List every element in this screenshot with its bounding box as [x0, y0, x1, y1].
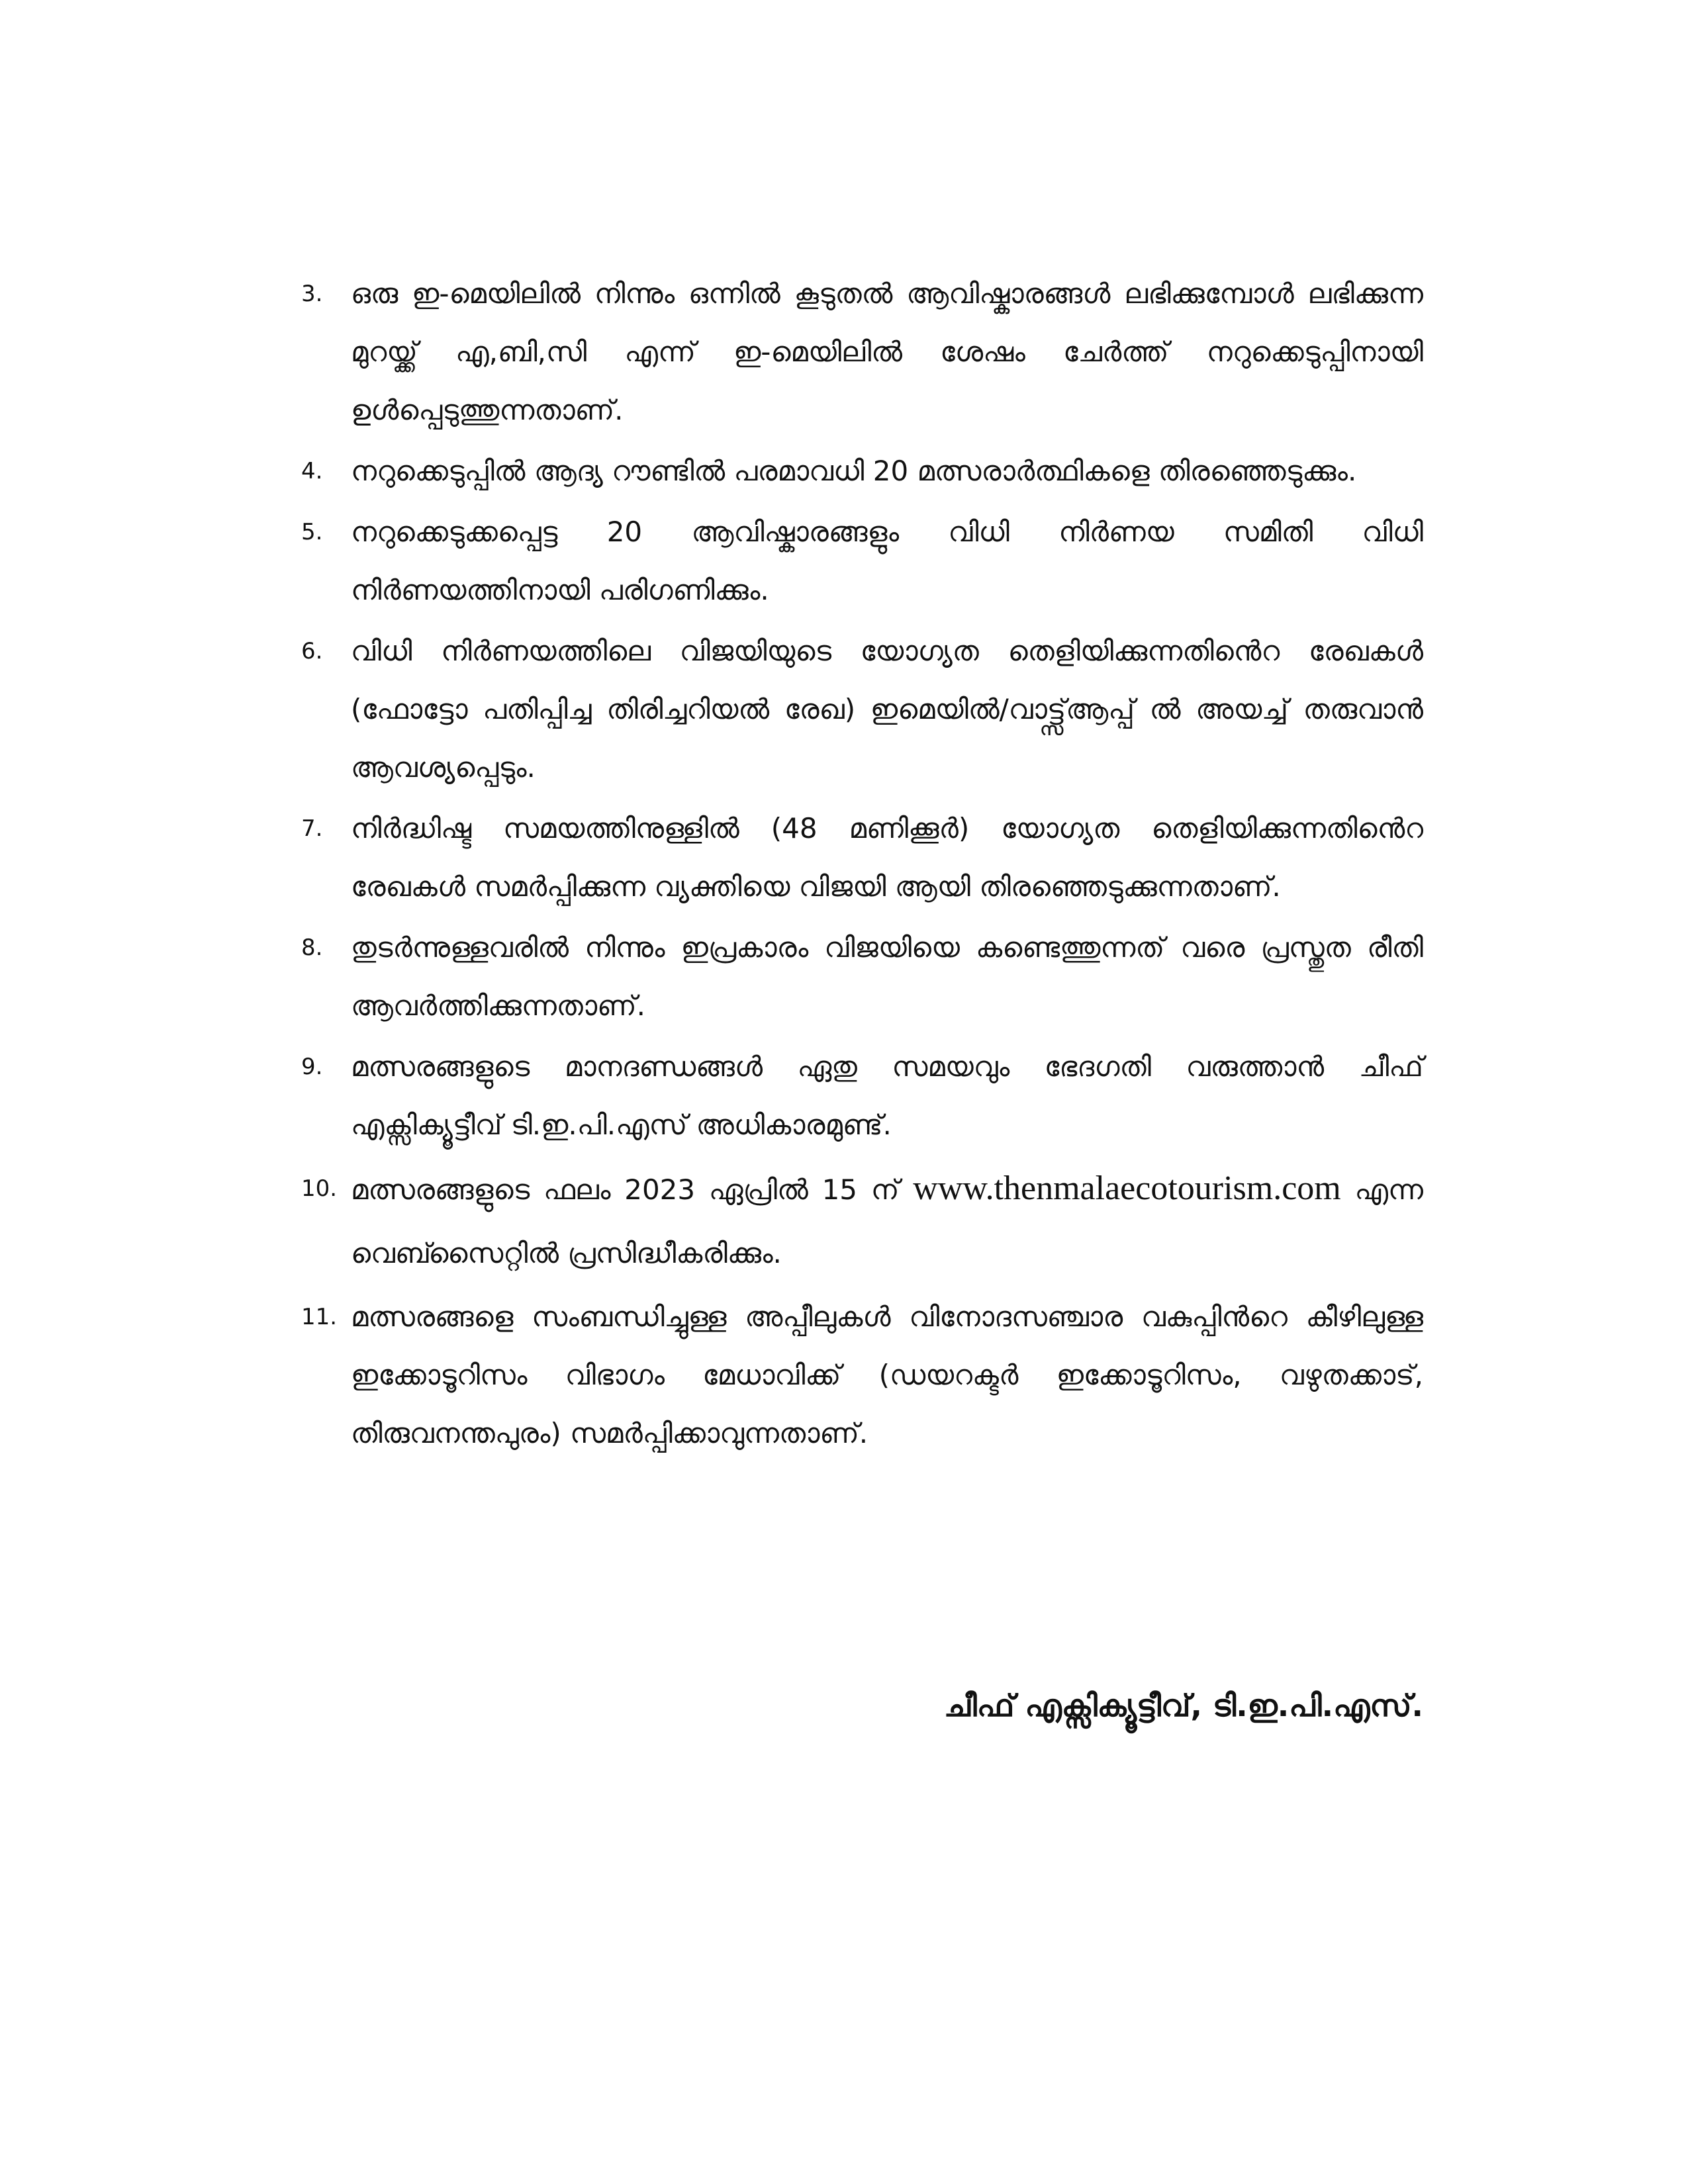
item-number: 3.	[301, 281, 323, 307]
item-number: 9.	[301, 1054, 323, 1080]
item-number: 8.	[301, 934, 323, 961]
item-text: നറുക്കെടുപ്പിൽ ആദ്യ റൗണ്ടിൽ പരമാവധി 20 മത്സരാർത്ഥികളെ തിരഞ്ഞെടുക്കും.	[351, 455, 1357, 487]
item-text: വിധി നിർണയത്തിലെ വിജയിയുടെ യോഗ്യത തെളിയിക്കുന്നതിൻെറ രേഖകൾ (ഫോട്ടോ പതിപ്പിച്ച തിരിച്ചറിയൽ രേഖ) ഇമെയിൽ/വാട്ട്സ്ആപ്പ് ൽ അയച്ച് തരുവാൻ ആവശ്യപ്പെടും.	[351, 635, 1423, 784]
list-item	[301, 622, 1423, 797]
item-text: നറുക്കെടുക്കപ്പെട്ട 20 ആവിഷ്കാരങ്ങളും വിധി നിർണയ സമിതി വിധി നിർണയത്തിനായി പരിഗണിക്കും.	[351, 516, 1423, 606]
list-item	[301, 1038, 1423, 1154]
list-item	[301, 919, 1423, 1035]
item-text: മത്സരങ്ങളെ സംബന്ധിച്ചുള്ള അപ്പീലുകൾ വിനോദസഞ്ചാര വകുപ്പിൻറെ കീഴിലുള്ള ഇക്കോടൂറിസം വിഭാഗം മേധാവിക്ക് (ഡയറക്ടർ ഇക്കോടൂറിസം, വഴുതക്കാട്, തിരുവനന്തപുരം) സമർപ്പിക്കാവുന്നതാണ്.	[351, 1300, 1423, 1449]
list-item	[301, 265, 1423, 439]
item-number: 6.	[301, 638, 323, 664]
item-text	[351, 1157, 1423, 1285]
item-number: 7.	[301, 815, 323, 842]
item-text-after-link: എന്ന വെബ്സൈറ്റിൽ പ്രസിദ്ധീകരിക്കും.	[351, 1173, 1424, 1269]
list-item	[301, 799, 1423, 916]
item-text: തുടർന്നുള്ളവരിൽ നിന്നും ഇപ്രകാരം വിജയിയെ കണ്ടെത്തുന്നത് വരെ പ്രസ്തുത രീതി ആവർത്തിക്കുന്നതാണ്.	[351, 931, 1423, 1022]
item-text: നിർദ്ധിഷ്ട സമയത്തിനുള്ളിൽ (48 മണിക്കൂർ) യോഗ്യത തെളിയിക്കുന്നതിൻെറ രേഖകൾ സമർപ്പിക്കുന്ന വ്യക്തിയെ വിജയി ആയി തിരഞ്ഞെടുക്കുന്നതാണ്.	[351, 812, 1423, 903]
item-text: മത്സരങ്ങളുടെ മാനദണ്ഡങ്ങൾ ഏതു സമയവും ഭേദഗതി വരുത്താൻ ചീഫ് എക്സിക്യൂട്ടീവ് ടി.ഇ.പി.എസ് അധികാരമുണ്ട്.	[351, 1050, 1423, 1141]
item-number: 10.	[301, 1175, 338, 1202]
list-item	[301, 1288, 1423, 1463]
list-item	[301, 503, 1423, 619]
item-number: 5.	[301, 519, 323, 545]
website-link[interactable]: www.thenmalaecotourism.com	[913, 1169, 1341, 1207]
signature: ചീഫ് എക്സിക്യൂട്ടീവ്, ടി.ഇ.പി.എസ്.	[943, 1688, 1423, 1723]
item-number: 4.	[301, 458, 323, 484]
item-text-before-link: മത്സരങ്ങളുടെ ഫലം 2023 ഏപ്രിൽ 15 ന്	[351, 1173, 900, 1206]
list-item	[301, 442, 1423, 500]
list-item	[301, 1157, 1423, 1285]
item-number: 11.	[301, 1304, 338, 1330]
item-text: ഒരു ഇ-മെയിലിൽ നിന്നും ഒന്നിൽ കൂടുതൽ ആവിഷ്കാരങ്ങൾ ലഭിക്കുമ്പോൾ ലഭിക്കുന്ന മുറയ്ക്ക് എ,ബി,സി എന്ന് ഇ-മെയിലിൽ ശേഷം ചേർത്ത് നറുക്കെടുപ്പിനായി ഉൾപ്പെടുത്തുന്നതാണ്.	[351, 277, 1423, 426]
document-body	[301, 265, 1423, 1465]
